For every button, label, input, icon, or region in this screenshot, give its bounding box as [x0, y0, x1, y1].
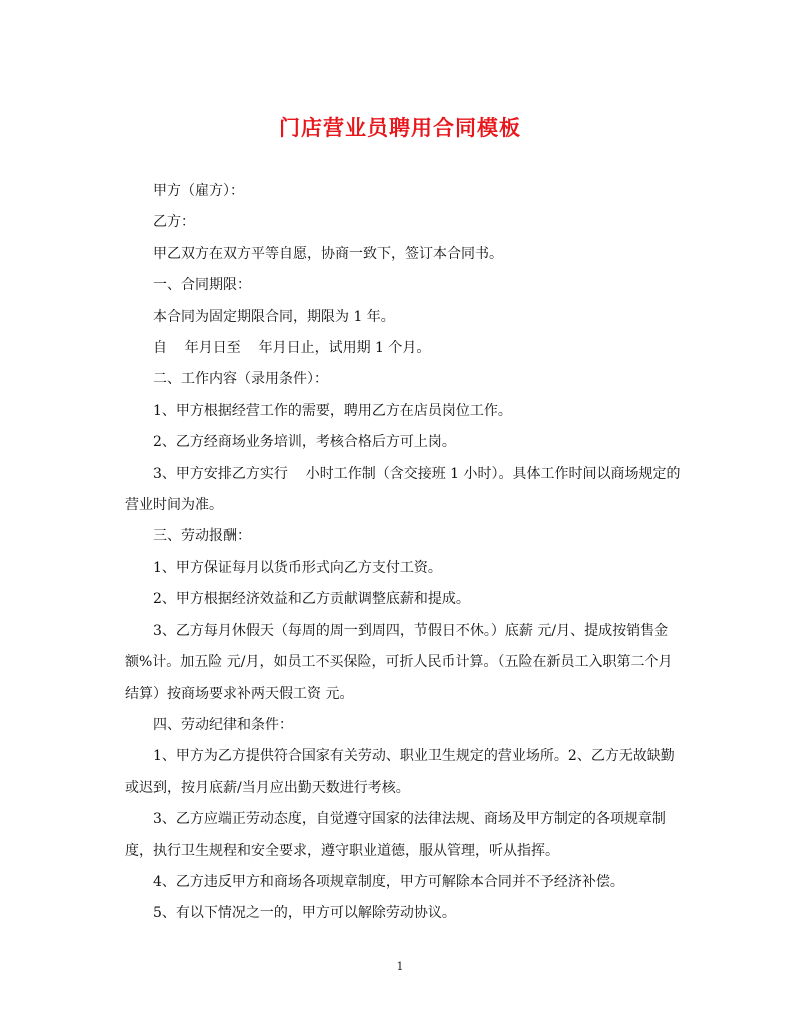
clause-discipline-4: 4、乙方违反甲方和商场各项规章制度，甲方可解除本合同并不予经济补偿。 — [153, 873, 624, 890]
section-heading-term: 一、合同期限： — [153, 277, 251, 294]
clause-discipline-5: 5、有以下情况之一的，甲方可以解除劳动协议。 — [153, 905, 456, 922]
clause-pay-2: 2、甲方根据经济效益和乙方贡献调整底薪和提成。 — [153, 591, 470, 608]
section-heading-pay: 三、劳动报酬： — [153, 528, 251, 545]
paragraph-term: 本合同为固定期限合同，期限为 1 年。 — [153, 308, 395, 325]
clause-work-1: 1、甲方根据经营工作的需要，聘用乙方在店员岗位工作。 — [153, 402, 512, 419]
section-heading-work: 二、工作内容（录用条件）： — [153, 371, 328, 388]
page-number: 1 — [396, 960, 404, 973]
section-heading-discipline: 四、劳动纪律和条件： — [153, 716, 293, 733]
clause-pay-1: 1、甲方保证每月以货币形式向乙方支付工资。 — [153, 559, 442, 576]
clause-discipline-3: 3、乙方应端正劳动态度，自觉遵守国家的法律法规、商场及甲方制定的各项规章制度，执行卫生规程和安全要求，遵守职业道德，服从管理，听从指挥。 — [125, 811, 666, 859]
paragraph-dates: 自 年月日至 年月日止，试用期 1 个月。 — [153, 340, 431, 357]
document-title: 门店营业员聘用合同模板 — [279, 115, 521, 140]
paragraph-agreement: 甲乙双方在双方平等自愿，协商一致下，签订本合同书。 — [153, 245, 503, 262]
clause-pay-3: 3、乙方每月休假天（每周的周一到周四，节假日不休。）底薪 元/月、提成按销售金额%计。加五险 元/月，如员工不买保险，可折人民币计算。（五险在新员工入职第二个月结算）按商场要求补两天假工资 元。 — [125, 622, 673, 702]
paragraph-party-a: 甲方（雇方）： — [153, 183, 244, 199]
clause-discipline-1: 1、甲方为乙方提供符合国家有关劳动、职业卫生规定的营业场所。2、乙方无故缺勤或迟到，按月底薪/当月应出勤天数进行考核。 — [125, 748, 675, 796]
clause-work-2: 2、乙方经商场业务培训，考核合格后方可上岗。 — [153, 434, 456, 451]
clause-work-3: 3、甲方安排乙方实行 小时工作制（含交接班 1 小时）。具体工作时间以商场规定的营业时间为准。 — [125, 465, 681, 514]
document-body — [125, 176, 685, 930]
paragraph-party-b: 乙方： — [153, 214, 195, 231]
